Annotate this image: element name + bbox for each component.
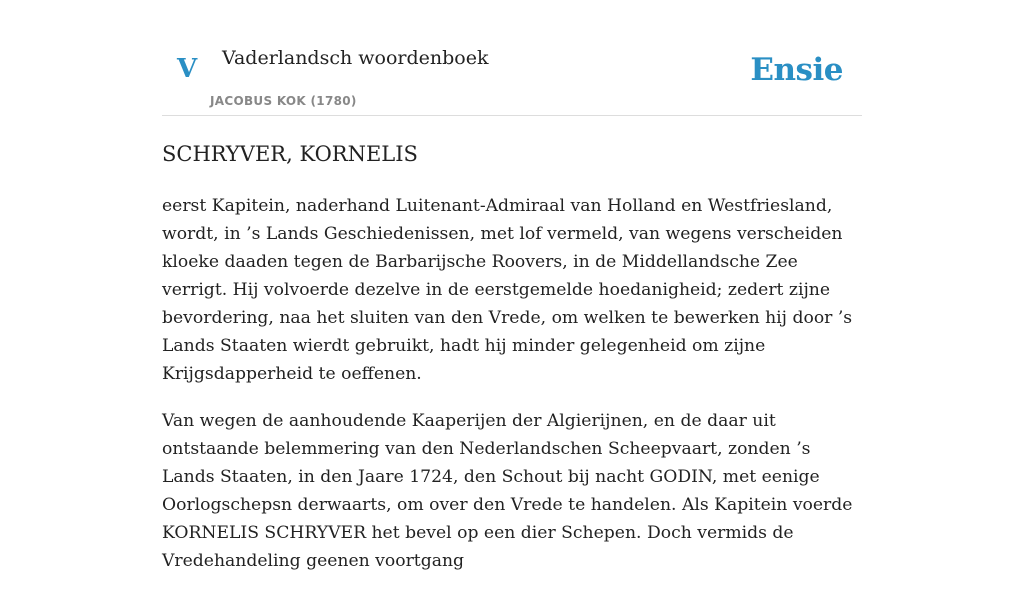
entry-title: SCHRYVER, KORNELIS bbox=[162, 142, 418, 166]
ensie-logo[interactable]: Ensie bbox=[750, 52, 843, 88]
entry-paragraph: Van wegen de aanhoudende Kaaperijen der Algierijnen, en de daar uit ontstaande belemmering van den Nederlandschen Scheepvaart, zonden ’s Lands Staaten, in den Jaare 1724, den Schout bij nacht GODIN, met eenige Oorlogschepsn derwaarts, om over den Vrede te handelen. Als Kapitein voerde KORNELIS SCHRYVER het bevel op een dier Schepen. Doch vermids de Vredehandeling geenen voortgang bbox=[162, 411, 853, 571]
entry-paragraph: eerst Kapitein, naderhand Luitenant-Admiraal van Holland en Westfriesland, wordt, in ’s Lands Geschiedenissen, met lof vermeld, van wegens verscheiden kloeke daaden tegen de Barbarijsche Roovers, in de Middellandsche Zee verrigt. Hij volvoerde dezelve in de eerstgemelde hoedanigheid; zedert zijne bevordering, naa het sluiten van den Vrede, om welken te bewerken hij door ’s Lands Staaten wierdt gebruikt, hadt hij minder gelegenheid om zijne Krijgsdapperheid te oeffenen. bbox=[162, 196, 853, 384]
book-title[interactable]: Vaderlandsch woordenboek bbox=[222, 47, 489, 69]
entry-body bbox=[162, 192, 862, 594]
page bbox=[162, 0, 862, 571]
book-author: JACOBUS KOK (1780) bbox=[210, 94, 357, 108]
book-letter-badge[interactable]: V bbox=[177, 54, 198, 84]
book-header bbox=[162, 0, 862, 116]
